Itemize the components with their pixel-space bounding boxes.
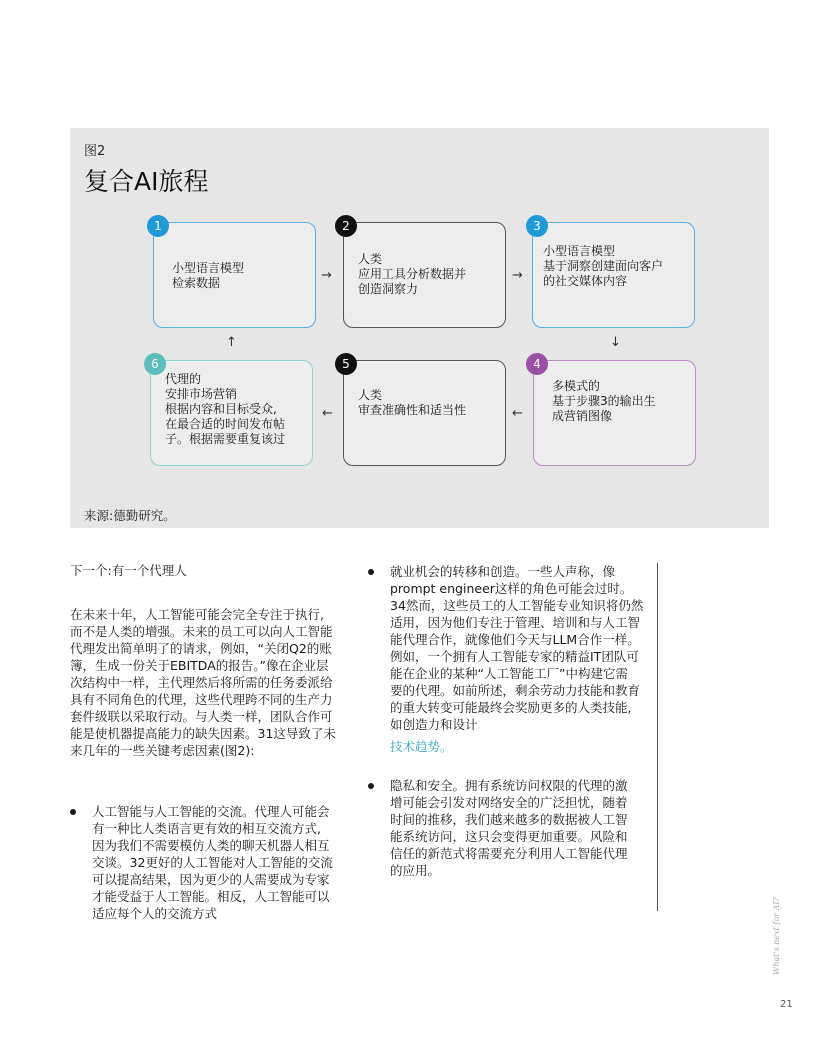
step-3-line: 的社交媒体内容 [543,274,628,288]
right-column [368,563,653,879]
step-3-line: 小型语言模型 [543,244,616,258]
bullet-job-shift: 就业机会的转移和创造。一些人声称，像 prompt engineer这样的角色可能会过时。 34然而，这些员工的人工智能专业知识将仍然 适用，因为他们专注于管理、培训和与人工智 能代理合作，就像他们今天与LLM合作一样。 例如，一个拥有人工智能专家的精益IT团队可 能在企业的某种“人工智能工厂”中构建它需 要的代理。如前所述，剩余劳动力技能和教育 的重大转变可能最终会奖励更多的人类技能, 如创造力和设计 [368,563,653,733]
arrow-down-icon: ↓ [610,335,621,350]
step-1-line: 小型语言模型 [172,261,245,275]
step-3-badge: 3 [526,215,548,237]
step-box-3 [532,222,695,328]
step-box-2 [343,222,506,328]
arrow-up-icon: ↑ [226,335,237,350]
step-box-5 [343,360,506,466]
tech-trends-link[interactable]: 技术趋势。 [390,739,453,754]
step-2-badge: 2 [335,215,357,237]
step-4-badge: 4 [526,353,548,375]
step-4-line: 成营销图像 [552,409,613,423]
step-5-line: 审查准确性和适当性 [358,403,467,417]
step-3-line: 基于洞察创建面向客户 [543,259,664,273]
step-2-line: 人类 [358,252,383,266]
step-6-line: 在最合适的时间发布帖 [165,417,286,431]
step-2-line: 创造洞察力 [358,282,419,296]
step-6-line: 根据内容和目标受众, [165,402,277,416]
side-note: What's next for AI? [772,897,781,975]
bullet-dot-icon [368,569,374,575]
figure-source: 来源:德勤研究。 [84,508,176,523]
step-box-4 [533,360,696,466]
arrow-right-icon: → [512,268,523,283]
bullet-ai-communication: 人工智能与人工智能的交流。代理人可能会 有一种比人类语言更有效的相互交流方式, 因为我们不需要模仿人类的聊天机器人相互 交谈。32更好的人工智能对人工智能的交流 可以提高结果，因为更少的人需要成为专家 才能受益于人工智能。相反，人工智能可以 适应每个人的交流方式 [70,803,355,922]
step-1-line: 检索数据 [172,276,221,290]
step-5-badge: 5 [335,353,357,375]
bullet-privacy-security: 隐私和安全。拥有系统访问权限的代理的激 增可能会引发对网络安全的广泛担忧，随着 时间的推移，我们越来越多的数据被人工智 能系统访问，这只会变得更加重要。风险和 信任的新范式将需要充分利用人工智能代理 的应用。 [368,777,653,879]
step-6-line: 子。根据需要重复该过 [165,432,286,446]
step-box-6 [150,360,313,466]
figure-panel [70,128,769,528]
step-4-line: 基于步骤3的输出生 [552,394,656,408]
bullet-dot-icon [70,809,76,815]
left-column [70,555,355,922]
step-2-line: 应用工具分析数据并 [358,267,467,281]
figure-label: 图2 [84,144,106,159]
arrow-right-icon: → [321,268,332,283]
step-1-badge: 1 [147,215,169,237]
arrow-left-icon: ← [512,406,523,421]
bullet-dot-icon [368,783,374,789]
section-heading: 下一个:有一个代理人 [70,563,187,578]
step-4-line: 多模式的 [552,379,601,393]
arrow-left-icon: ← [322,406,333,421]
step-6-line: 代理的 [165,372,202,386]
figure-title: 复合AI旅程 [84,167,209,196]
column-divider [657,563,658,911]
step-box-1 [153,222,316,328]
step-6-line: 安排市场营销 [165,387,238,401]
step-5-line: 人类 [358,388,383,402]
step-6-badge: 6 [144,353,166,375]
page-number: 21 [780,999,793,1010]
intro-paragraph: 在未来十年，人工智能可能会完全专注于执行, 而不是人类的增强。未来的员工可以向人工智能 代理发出简单明了的请求，例如，“关闭Q2的账 簿，生成一份关于EBITDA的报告。”像在企业层 次结构中一样，主代理然后将所需的任务委派给 具有不同角色的代理，这些代理跨不同的生产力 套件级联以采取行动。与人类一样，团队合作可 能是使机器提高能力的缺失因素。31这导致了未 来几年的一些关键考虑因素(图2): [70,607,336,758]
